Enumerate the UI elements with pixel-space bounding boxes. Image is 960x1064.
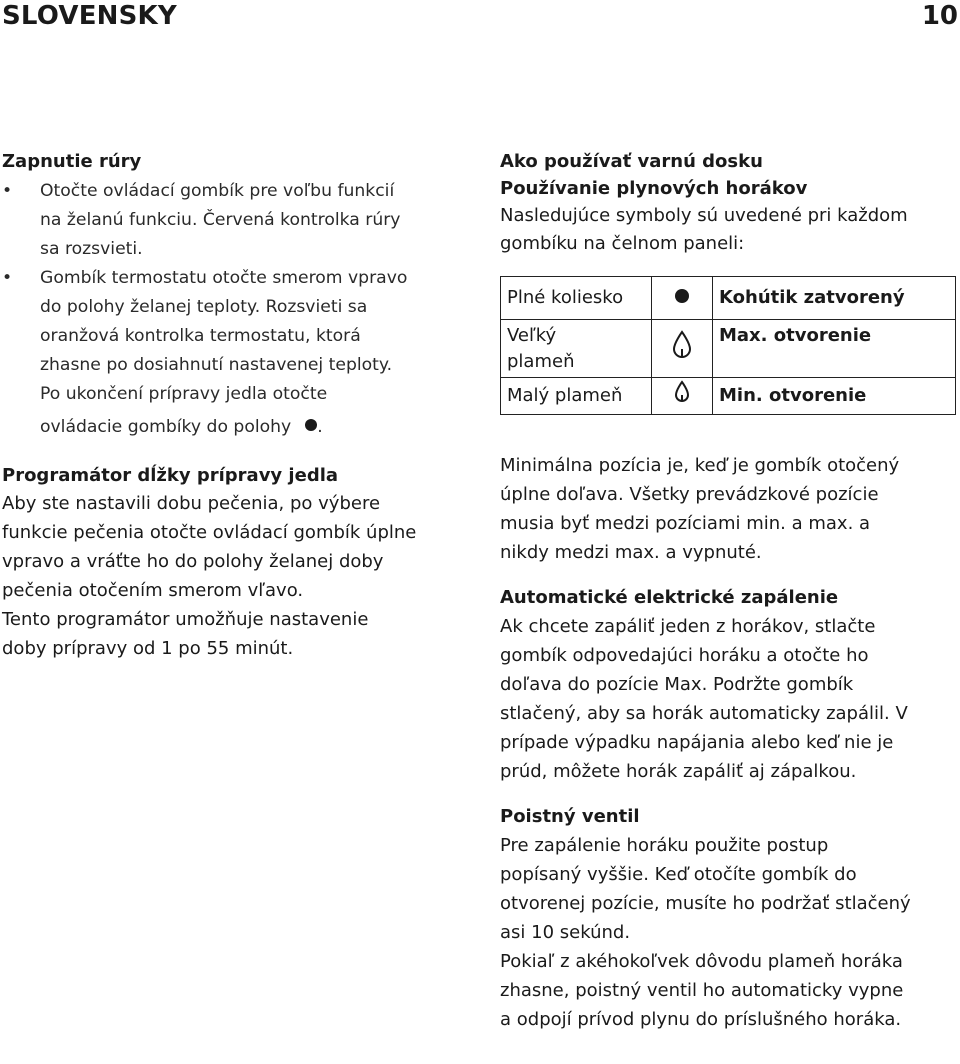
bullet-line: sa rozsvieti. (40, 239, 143, 259)
symbol-meaning: Kohútik zatvorený (713, 277, 956, 320)
text-line: gombík odpovedajúci horáku a otočte ho (500, 645, 869, 666)
table-row (501, 320, 956, 378)
section-title-auto-ignition: Automatické elektrické zapálenie (500, 587, 839, 608)
text-line: Ak chcete zapáliť jeden z horákov, stlačte (500, 616, 876, 637)
text-line: Aby ste nastavili dobu pečenia, po výbere (2, 493, 381, 514)
full-circle-icon (675, 289, 689, 303)
bullet-item (2, 264, 464, 442)
bullet-line: na želanú funkciu. Červená kontrolka rúry (40, 210, 401, 230)
text-line: pečenia otočením smerom vľavo. (2, 580, 304, 601)
text-line: Tento programátor umožňuje nastavenie (2, 609, 369, 630)
bullet-dot: • (2, 268, 13, 288)
oven-on-bullets (2, 177, 464, 442)
text-line: stlačený, aby sa horák automaticky zapálil. V (500, 703, 908, 724)
timer-text (2, 489, 464, 663)
text-line: Nasledujúce symboly sú uvedené pri každom (500, 205, 908, 226)
section-title-gas-burners: Používanie plynových horákov (500, 178, 808, 199)
sentence-end: . (317, 417, 323, 437)
bullet-line: do polohy želanej teploty. Rozsvieti sa (40, 297, 368, 317)
min-position-text (500, 451, 956, 567)
symbol-label: Plné koliesko (501, 277, 652, 320)
symbol-label (501, 320, 652, 378)
table-row (501, 378, 956, 415)
symbol-icon-cell (652, 378, 713, 415)
text-line: funkcie pečenia otočte ovládací gombík úplne (2, 522, 417, 543)
text-line: a odpojí prívod plynu do príslušného horáka. (500, 1009, 902, 1030)
text-line: Minimálna pozícia je, keď je gombík otočený (500, 455, 900, 476)
symbol-icon-cell (652, 277, 713, 320)
symbol-meaning: Min. otvorenie (713, 378, 956, 415)
left-column (2, 148, 464, 663)
symbol-meaning: Max. otvorenie (713, 320, 956, 378)
bullet-line: Otočte ovládací gombík pre voľbu funkcií (40, 181, 395, 201)
section-title-timer: Programátor dĺžky prípravy jedla (2, 465, 339, 486)
text-line: Pokiaľ z akéhokoľvek dôvodu plameň horáka (500, 951, 903, 972)
symbol-table (500, 276, 956, 415)
symbols-intro (500, 202, 956, 258)
safety-valve-text (500, 831, 956, 1034)
text-line: gombíku na čelnom paneli: (500, 233, 745, 254)
text-line: doby prípravy od 1 po 55 minút. (2, 638, 294, 659)
text-line: Pre zapálenie horáku použite postup (500, 835, 829, 856)
language-heading: SLOVENSKY (2, 1, 177, 31)
text-line: prípade výpadku napájania alebo keď nie je (500, 732, 894, 753)
text-line: vpravo a vráťte ho do polohy želanej doby (2, 551, 384, 572)
text-line: prúd, môžete horák zapáliť aj zápalkou. (500, 761, 857, 782)
bullet-dot: • (2, 181, 13, 201)
large-flame-icon (671, 330, 693, 360)
text-line: asi 10 sekúnd. (500, 922, 631, 943)
page-number: 10 (921, 1, 958, 31)
text-line: zhasne, poistný ventil ho automaticky vypne (500, 980, 904, 1001)
bullet-line: Gombík termostatu otočte smerom vpravo (40, 268, 408, 288)
safety-valve-section (500, 802, 956, 1034)
table-row (501, 277, 956, 320)
bullet-line: oranžová kontrolka termostatu, ktorá (40, 326, 361, 346)
bullet-line: Po ukončení prípravy jedla otočte (40, 384, 328, 404)
text-line: doľava do pozície Max. Podržte gombík (500, 674, 854, 695)
bullet-item (2, 177, 464, 264)
text-line: otvorenej pozície, musíte ho podržať stlačený (500, 893, 911, 914)
text-line: plameň (507, 351, 575, 372)
timer-section (2, 462, 464, 663)
section-title-oven-on: Zapnutie rúry (2, 151, 142, 172)
page-header (0, 0, 960, 38)
right-column (500, 148, 956, 1034)
symbol-label: Malý plameň (501, 378, 652, 415)
auto-ignition-text (500, 612, 956, 786)
full-circle-icon (305, 419, 317, 431)
text-line: musia byť medzi pozíciami min. a max. a (500, 513, 871, 534)
text-line: Veľký (507, 325, 557, 346)
text-line: nikdy medzi max. a vypnuté. (500, 542, 762, 563)
small-flame-icon (673, 380, 691, 404)
section-title-safety-valve: Poistný ventil (500, 806, 640, 827)
symbol-icon-cell (652, 320, 713, 378)
bullet-line: ovládacie gombíky do polohy (40, 417, 292, 437)
bullet-line: zhasne po dosiahnutí nastavenej teploty. (40, 355, 393, 375)
section-title-hob: Ako používať varnú dosku (500, 151, 763, 172)
text-line: úplne doľava. Všetky prevádzkové pozície (500, 484, 879, 505)
auto-ignition-section (500, 583, 956, 786)
text-line: popísaný vyššie. Keď otočíte gombík do (500, 864, 857, 885)
